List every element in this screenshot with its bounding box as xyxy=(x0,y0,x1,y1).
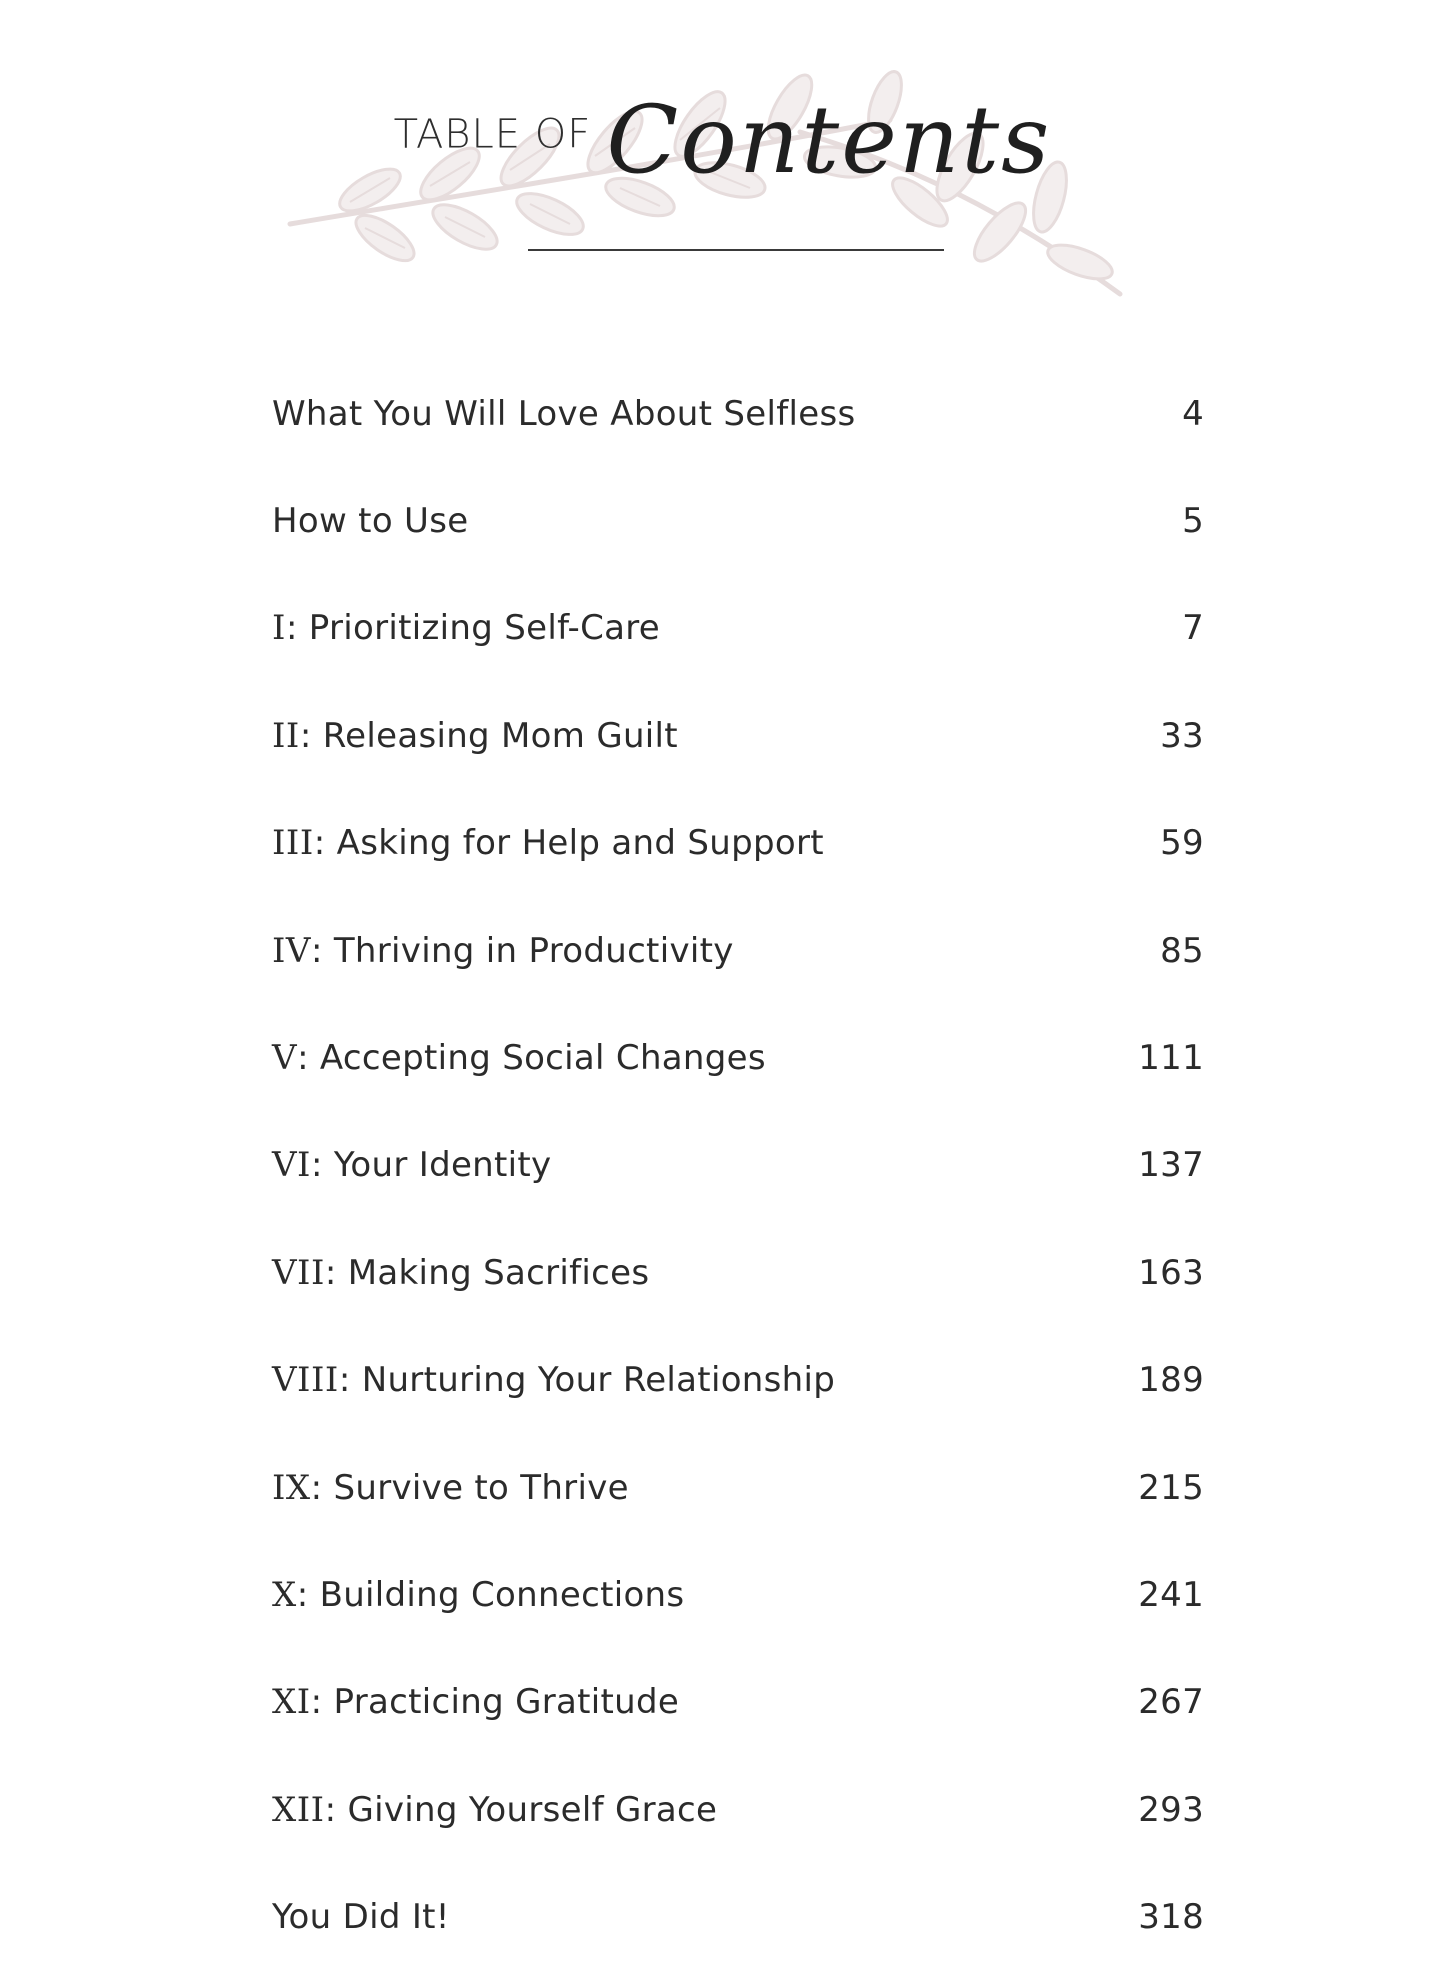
toc-entry-title xyxy=(272,501,468,541)
toc-entry-title xyxy=(272,1360,835,1400)
toc-entry[interactable] xyxy=(272,1756,1204,1863)
toc-entry[interactable] xyxy=(272,1004,1204,1111)
toc-entry-page-number: 7 xyxy=(1182,608,1204,649)
toc-entry-title xyxy=(272,1897,450,1937)
toc-entry-page-number: 215 xyxy=(1138,1467,1204,1508)
toc-entry-label: : Your Identity xyxy=(310,1145,552,1186)
toc-entry-page-number: 241 xyxy=(1138,1574,1204,1615)
toc-entry-label: : Building Connections xyxy=(296,1574,685,1615)
title-script-text: Contents xyxy=(606,86,1052,195)
toc-entry-title xyxy=(272,1790,717,1830)
chapter-numeral: X xyxy=(272,1574,297,1615)
toc-entry-page-number: 111 xyxy=(1138,1038,1204,1079)
toc-entry-label: : Survive to Thrive xyxy=(310,1467,629,1508)
toc-entry[interactable] xyxy=(272,467,1204,574)
toc-entry-title xyxy=(272,1145,551,1185)
toc-entry[interactable] xyxy=(272,1327,1204,1434)
toc-entry-label: : Making Sacrifices xyxy=(324,1252,650,1293)
chapter-numeral: VII xyxy=(272,1252,325,1293)
toc-entry-title xyxy=(272,1575,684,1615)
toc-entry-label: You Did It! xyxy=(272,1897,450,1938)
toc-entry-page-number: 59 xyxy=(1160,823,1204,864)
toc-entry-page-number: 4 xyxy=(1182,393,1204,434)
chapter-numeral: XII xyxy=(272,1789,325,1830)
chapter-numeral: VIII xyxy=(272,1360,339,1401)
toc-entry-page-number: 33 xyxy=(1160,715,1204,756)
chapter-numeral: IV xyxy=(272,930,311,971)
page-title xyxy=(0,80,1445,195)
toc-entry-title xyxy=(272,608,660,648)
toc-entry-page-number: 318 xyxy=(1138,1897,1204,1938)
chapter-numeral: II xyxy=(272,715,300,756)
chapter-numeral: V xyxy=(272,1038,298,1079)
toc-entry-title xyxy=(272,394,856,434)
toc-entry[interactable] xyxy=(272,1112,1204,1219)
toc-entry-label: : Nurturing Your Relationship xyxy=(338,1360,836,1401)
toc-entry[interactable] xyxy=(272,1863,1204,1970)
chapter-numeral: IX xyxy=(272,1467,311,1508)
toc-entry[interactable] xyxy=(272,790,1204,897)
toc-entry[interactable] xyxy=(272,1219,1204,1326)
toc-entry-label: : Thriving in Productivity xyxy=(310,930,734,971)
toc-entry-label: : Asking for Help and Support xyxy=(313,823,824,864)
toc-entry-label: : Releasing Mom Guilt xyxy=(299,715,678,756)
toc-entry-title xyxy=(272,1253,649,1293)
toc-entry-page-number: 137 xyxy=(1138,1145,1204,1186)
toc-entry-page-number: 85 xyxy=(1160,930,1204,971)
title-divider xyxy=(528,249,944,251)
toc-entry-label: : Giving Yourself Grace xyxy=(324,1789,718,1830)
toc-entry-title xyxy=(272,1038,766,1078)
toc-entry-label: What You Will Love About Selfless xyxy=(272,393,856,434)
toc-entry-label: How to Use xyxy=(272,501,469,542)
toc-entry-label: : Practicing Gratitude xyxy=(310,1682,680,1723)
chapter-numeral: XI xyxy=(272,1682,311,1723)
toc-entry-title xyxy=(272,823,824,863)
table-of-contents xyxy=(272,360,1204,1971)
toc-entry[interactable] xyxy=(272,1434,1204,1541)
toc-entry-label: : Accepting Social Changes xyxy=(297,1038,766,1079)
toc-entry[interactable] xyxy=(272,1649,1204,1756)
chapter-numeral: VI xyxy=(272,1145,311,1186)
toc-entry-title xyxy=(272,931,734,971)
toc-entry-page-number: 293 xyxy=(1138,1789,1204,1830)
title-plain-text: TABLE OF xyxy=(393,111,592,158)
toc-entry[interactable] xyxy=(272,1541,1204,1648)
toc-entry-page-number: 189 xyxy=(1138,1360,1204,1401)
toc-entry-page-number: 267 xyxy=(1138,1682,1204,1723)
toc-entry[interactable] xyxy=(272,360,1204,467)
page-header xyxy=(0,0,1445,300)
toc-entry-title xyxy=(272,1682,679,1722)
toc-entry[interactable] xyxy=(272,682,1204,789)
toc-entry-page-number: 5 xyxy=(1182,501,1204,542)
toc-entry[interactable] xyxy=(272,575,1204,682)
toc-entry-label: : Prioritizing Self-Care xyxy=(285,608,661,649)
chapter-numeral: I xyxy=(272,608,286,649)
chapter-numeral: III xyxy=(272,823,314,864)
toc-entry-title xyxy=(272,1468,629,1508)
toc-entry[interactable] xyxy=(272,897,1204,1004)
toc-entry-page-number: 163 xyxy=(1138,1252,1204,1293)
toc-entry-title xyxy=(272,716,678,756)
